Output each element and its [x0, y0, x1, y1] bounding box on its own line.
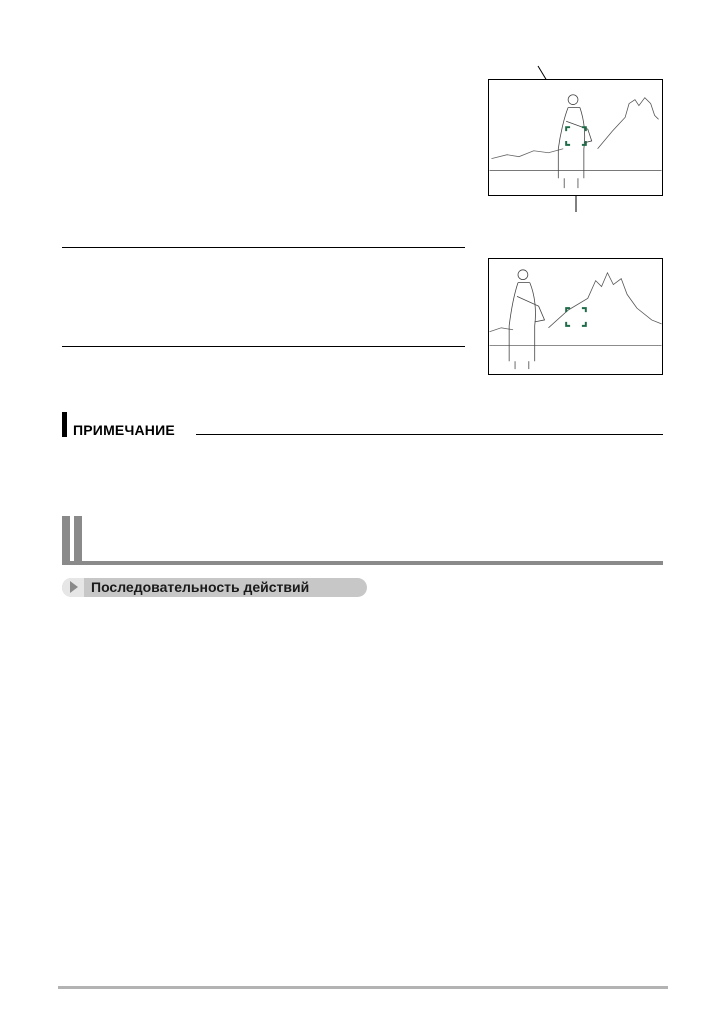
section-marker-bar — [62, 516, 70, 562]
figure-framing-subject — [488, 79, 663, 196]
divider-top — [62, 247, 465, 248]
divider-bottom — [62, 346, 465, 347]
focus-frame-icon — [566, 308, 586, 326]
section-underline — [62, 561, 663, 565]
play-arrow-icon — [70, 581, 78, 593]
figure-recomposed-scene — [488, 258, 663, 375]
section-marker-bar — [74, 516, 82, 562]
scene-person-mountain-image — [489, 80, 662, 195]
note-marker — [62, 412, 67, 437]
procedure-label: Последовательность действий — [91, 579, 310, 595]
note-title: ПРИМЕЧАНИЕ — [73, 422, 175, 438]
note-rule — [196, 434, 663, 435]
footer-rule — [58, 986, 668, 989]
scene-person-left-mountain-image — [489, 259, 662, 374]
focus-frame-icon — [566, 127, 586, 145]
